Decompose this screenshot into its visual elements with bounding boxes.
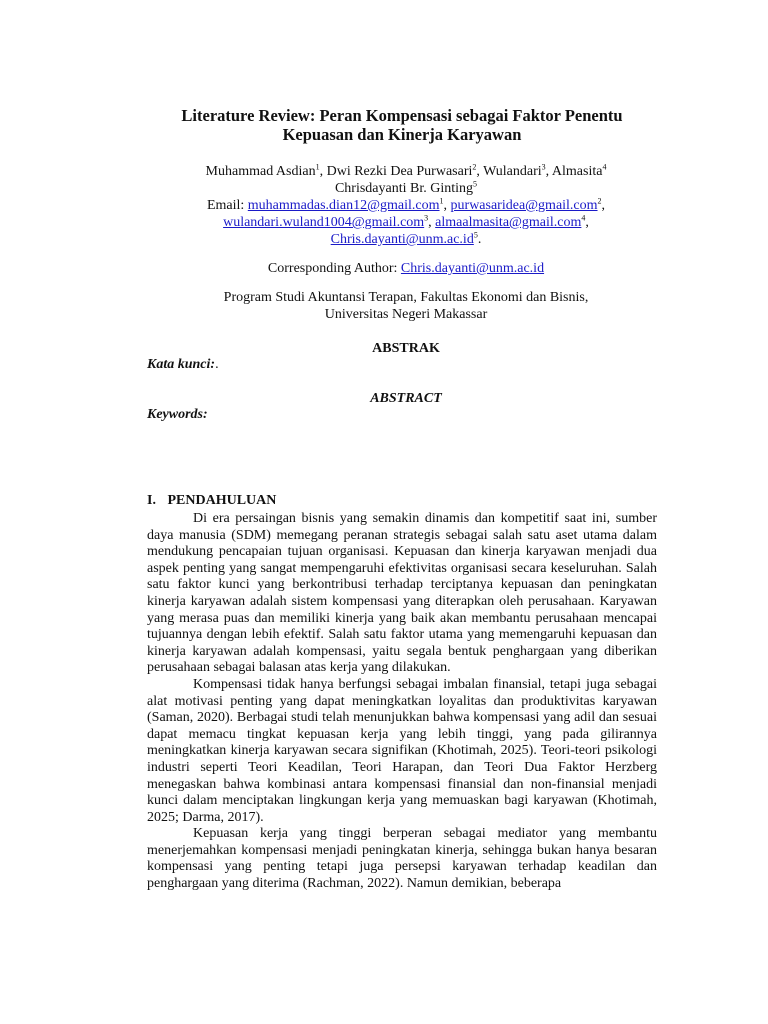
kata-kunci-value: . [215, 357, 219, 372]
abstrak-heading: ABSTRAK [372, 341, 440, 356]
author-1: Muhammad Asdian [205, 164, 316, 179]
title-line-1: Literature Review: Peran Kompensasi sebagai Faktor Penentu [181, 106, 623, 125]
author-3: Wulandari [483, 164, 542, 179]
author-4: Almasita [551, 164, 603, 179]
section-body [147, 511, 657, 893]
section-heading [147, 493, 276, 509]
keywords-label: Keywords: [147, 407, 208, 422]
email-link-3[interactable]: wulandari.wuland1004@gmail.com [223, 215, 425, 230]
author-5: Chrisdayanti Br. Ginting [334, 181, 474, 196]
email-link-5[interactable]: Chris.dayanti@unm.ac.id [330, 232, 474, 247]
corresponding-label: Corresponding Author: [267, 261, 398, 276]
keywords [147, 407, 208, 423]
paragraph-2: Kompensasi tidak hanya berfungsi sebagai imbalan finansial, tetapi juga sebagai alat motivasi penting yang dapat meningkatkan loyalitas dan produktivitas karyawan (Saman, 2020). Berbagai studi telah menunjukkan bahwa kompensasi yang adil dan sesuai dapat memacu tingkat kepuasan kerja yang lebih tinggi, yang pada gilirannya meningkatkan kinerja karyawan secara signifikan (Khotimah, 2025). Teori-teori psikologi industri seperti Teori Keadilan, Teori Harapan, dan Teori Dua Faktor Herzberg menegaskan bahwa kombinasi antara kompensasi finansial dan non-finansial menjadi kunci dalam menciptakan lingkungan kerja yang memuaskan bagi karyawan (Khotimah, 2025; Darma, 2017). [147, 676, 657, 825]
title-line-2: Kepuasan dan Kinerja Karyawan [282, 125, 522, 144]
email-line-1: Email: muhammadas.dian12@gmail.com$^1$, purwasaridea@gmail.com$^2$, [206, 196, 606, 213]
corresponding-email-link[interactable]: Chris.dayanti@unm.ac.id [400, 261, 545, 276]
affiliation [100, 289, 712, 323]
email-line-2: wulandari.wuland1004@gmail.com$^3$, almaalmasita@gmail.com$^4$, [223, 213, 589, 230]
email-link-2[interactable]: purwasaridea@gmail.com [450, 198, 598, 213]
email-link-4[interactable]: almaalmasita@gmail.com [435, 215, 582, 230]
paper-title [100, 106, 704, 144]
email-line-3: $Chris.dayanti@unm.ac.id^5$. [330, 230, 482, 247]
author-line: Muhammad Asdian$^1$, Dwi Rezki Dea Purwasari$^2$, Wulandari$^3$, Almasita$^4$ [205, 162, 607, 179]
paragraph-1: Di era persaingan bisnis yang semakin dinamis dan kompetitif saat ini, sumber daya manusia (SDM) memegang peranan strategis sebagai salah satu aset utama dalam mendukung pencapaian tujuan organisasi. Kepuasan dan kinerja karyawan menjadi dua aspek penting yang sangat mempengaruhi efektivitas organisasi secara keseluruhan. Salah satu faktor kunci yang berkontribusi terhadap terciptanya kepuasan dan peningkatan kinerja karyawan adalah sistem kompensasi yang diterapkan oleh perusahaan. Karyawan yang merasa puas dan memiliki kinerja yang baik akan membantu perusahaan mencapai tujuannya dengan lebih efektif. Salah satu faktor utama yang memengaruhi kepuasan dan kinerja karyawan adalah kompensasi, yaitu segala bentuk penghargaan yang diberikan perusahaan sebagai balasan atas kerja yang dilakukan. [147, 511, 657, 676]
affiliation-line-1: Program Studi Akuntansi Terapan, Fakultas Ekonomi dan Bisnis, [223, 290, 589, 305]
section-number: I. [147, 493, 156, 508]
email-link-1[interactable]: muhammadas.dian12@gmail.com [247, 198, 440, 213]
author-2: Dwi Rezki Dea Purwasari [326, 164, 473, 179]
affiliation-line-2: Universitas Negeri Makassar [324, 307, 488, 322]
corresponding-author [100, 260, 712, 277]
author-line-2: Chrisdayanti Br. Ginting$^5$ [334, 179, 478, 196]
kata-kunci [147, 357, 219, 373]
email-label: Email: [206, 198, 245, 213]
section-title: PENDAHULUAN [167, 493, 277, 508]
kata-kunci-label: Kata kunci: [147, 357, 216, 372]
paragraph-3: Kepuasan kerja yang tinggi berperan sebagai mediator yang membantu menerjemahkan kompensasi menjadi peningkatan kinerja, sehingga bukan hanya besaran kompensasi yang penting tetapi juga persepsi karyawan terhadap keadilan dan penghargaan yang diterima (Rachman, 2022). Namun demikian, beberapa [147, 826, 657, 892]
abstract-heading: ABSTRACT [370, 391, 442, 406]
